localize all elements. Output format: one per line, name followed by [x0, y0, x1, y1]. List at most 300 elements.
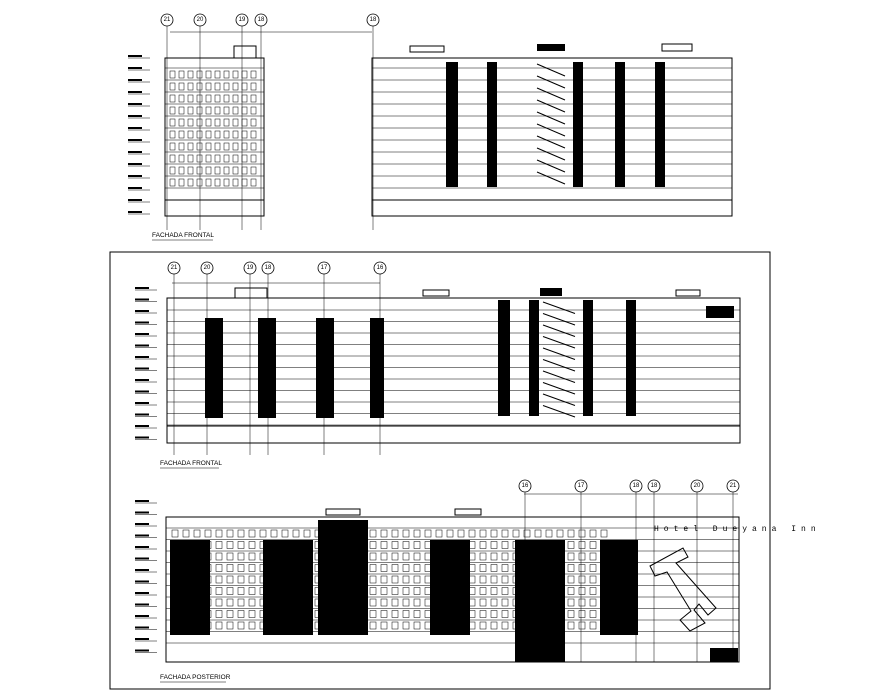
window — [224, 95, 229, 102]
window — [491, 611, 497, 618]
window — [197, 167, 202, 174]
window — [579, 611, 585, 618]
window — [251, 83, 256, 90]
level-tag — [135, 627, 149, 629]
level-tag — [135, 425, 149, 427]
window — [480, 611, 486, 618]
window — [197, 143, 202, 150]
stair-flight — [537, 112, 565, 124]
window — [215, 83, 220, 90]
window — [381, 611, 387, 618]
window — [238, 588, 244, 595]
window — [216, 542, 222, 549]
middle-elevation — [160, 262, 740, 468]
window — [568, 599, 574, 606]
axis-label: 20 — [203, 265, 211, 271]
window — [392, 530, 398, 537]
window — [251, 107, 256, 114]
level-tag — [135, 535, 149, 537]
window — [502, 588, 508, 595]
window — [215, 131, 220, 138]
window — [579, 599, 585, 606]
window — [216, 576, 222, 583]
window — [381, 553, 387, 560]
stair-flight — [537, 100, 565, 112]
level-tag — [135, 322, 149, 324]
window — [179, 83, 184, 90]
window — [242, 83, 247, 90]
axis-label: 19 — [246, 265, 254, 271]
level-tag — [135, 414, 149, 416]
window — [170, 107, 175, 114]
window — [392, 565, 398, 572]
window — [197, 95, 202, 102]
window — [491, 622, 497, 629]
window — [197, 131, 202, 138]
window — [233, 167, 238, 174]
window — [403, 542, 409, 549]
level-tag — [128, 151, 142, 153]
window — [233, 83, 238, 90]
middle-floor-lines — [167, 310, 740, 425]
window — [251, 167, 256, 174]
window — [194, 530, 200, 537]
window — [579, 553, 585, 560]
axis-label: 17 — [320, 265, 328, 271]
window — [251, 71, 256, 78]
window — [216, 599, 222, 606]
axis-label: 18 — [650, 483, 658, 489]
stair-flight — [537, 136, 565, 148]
window — [403, 611, 409, 618]
window — [233, 143, 238, 150]
window — [215, 71, 220, 78]
window — [414, 588, 420, 595]
top-left-floor-lines — [165, 68, 264, 188]
window — [381, 576, 387, 583]
window — [557, 530, 563, 537]
level-tag — [135, 345, 149, 347]
window — [403, 576, 409, 583]
window — [579, 622, 585, 629]
window — [216, 530, 222, 537]
window — [579, 576, 585, 583]
level-tag — [135, 615, 149, 617]
stair-flight — [537, 148, 565, 160]
window — [242, 155, 247, 162]
window — [370, 611, 376, 618]
stair-flight — [537, 160, 565, 172]
level-tag — [128, 91, 142, 93]
window — [491, 542, 497, 549]
axis-label: 21 — [163, 17, 171, 23]
stair-flight — [537, 172, 565, 184]
window — [480, 565, 486, 572]
window — [197, 179, 202, 186]
window — [179, 119, 184, 126]
stair-flight — [543, 406, 575, 418]
middle-elevation-caption: FACHADA FRONTAL — [160, 460, 223, 467]
window — [403, 565, 409, 572]
window — [238, 542, 244, 549]
window — [414, 542, 420, 549]
window — [188, 119, 193, 126]
window — [513, 530, 519, 537]
level-tag — [135, 391, 149, 393]
window — [179, 71, 184, 78]
window — [188, 179, 193, 186]
window — [227, 599, 233, 606]
level-tag — [135, 437, 149, 439]
window — [480, 530, 486, 537]
window — [249, 553, 255, 560]
window — [491, 599, 497, 606]
window — [403, 530, 409, 537]
window — [601, 530, 607, 537]
level-tag — [128, 175, 142, 177]
window — [215, 143, 220, 150]
top-elevation — [152, 14, 732, 240]
level-tag — [135, 287, 149, 289]
window — [480, 542, 486, 549]
window — [170, 71, 175, 78]
bottom-elevation-caption: FACHADA POSTERIOR — [160, 674, 231, 681]
window — [238, 622, 244, 629]
window — [502, 553, 508, 560]
level-tag — [128, 103, 142, 105]
axis-label: 20 — [196, 17, 204, 23]
window — [370, 588, 376, 595]
window — [480, 599, 486, 606]
window — [242, 143, 247, 150]
window — [233, 71, 238, 78]
level-tag — [135, 310, 149, 312]
window — [206, 143, 211, 150]
window — [469, 530, 475, 537]
window — [392, 599, 398, 606]
window — [206, 155, 211, 162]
window — [370, 553, 376, 560]
level-tag — [135, 368, 149, 370]
window — [480, 576, 486, 583]
window — [590, 611, 596, 618]
window — [403, 599, 409, 606]
window — [392, 611, 398, 618]
level-tag — [135, 546, 149, 548]
window — [233, 179, 238, 186]
window — [233, 155, 238, 162]
window — [170, 167, 175, 174]
window — [188, 155, 193, 162]
window — [568, 622, 574, 629]
window — [215, 107, 220, 114]
window — [590, 599, 596, 606]
window — [205, 530, 211, 537]
level-tag — [135, 523, 149, 525]
level-tag — [128, 199, 142, 201]
window — [568, 611, 574, 618]
window — [216, 622, 222, 629]
axis-label: 17 — [577, 483, 585, 489]
window — [480, 588, 486, 595]
window — [502, 576, 508, 583]
window — [215, 119, 220, 126]
window — [447, 530, 453, 537]
level-tag — [135, 379, 149, 381]
stair-flight — [537, 76, 565, 88]
window — [227, 565, 233, 572]
window — [491, 565, 497, 572]
window — [197, 71, 202, 78]
window — [381, 599, 387, 606]
window — [370, 542, 376, 549]
window — [249, 622, 255, 629]
level-tag — [135, 604, 149, 606]
window — [568, 588, 574, 595]
level-tag — [135, 500, 149, 502]
stair-flight — [543, 348, 575, 360]
window — [197, 83, 202, 90]
window — [251, 131, 256, 138]
top-axis-markers — [161, 14, 379, 230]
window — [436, 530, 442, 537]
window — [414, 553, 420, 560]
stair-flight — [537, 124, 565, 136]
window — [224, 131, 229, 138]
window — [568, 542, 574, 549]
window — [414, 611, 420, 618]
window — [216, 611, 222, 618]
level-tag — [128, 211, 142, 213]
window — [491, 588, 497, 595]
window — [197, 155, 202, 162]
level-tag — [135, 581, 149, 583]
top-stair-diagonals — [537, 64, 565, 184]
window — [188, 71, 193, 78]
window — [216, 588, 222, 595]
window — [370, 530, 376, 537]
window — [403, 553, 409, 560]
window — [392, 553, 398, 560]
window — [179, 143, 184, 150]
level-tag — [135, 558, 149, 560]
window — [491, 576, 497, 583]
window — [502, 599, 508, 606]
window — [392, 542, 398, 549]
stair-flight — [543, 302, 575, 314]
window — [579, 565, 585, 572]
stair-flight — [543, 394, 575, 406]
window — [579, 542, 585, 549]
window — [170, 155, 175, 162]
window — [227, 588, 233, 595]
window — [224, 155, 229, 162]
window — [590, 542, 596, 549]
window — [251, 119, 256, 126]
window — [491, 530, 497, 537]
window — [170, 119, 175, 126]
window — [414, 599, 420, 606]
window — [251, 179, 256, 186]
level-tag — [135, 333, 149, 335]
hotel-sign-text: Hotel Dueyana Inn — [654, 525, 821, 534]
window — [206, 71, 211, 78]
window — [251, 155, 256, 162]
axis-label: 18 — [264, 265, 272, 271]
level-markers — [128, 55, 157, 653]
level-tag — [135, 569, 149, 571]
window — [242, 167, 247, 174]
window — [249, 565, 255, 572]
level-tag — [128, 163, 142, 165]
window — [188, 131, 193, 138]
window — [179, 131, 184, 138]
window — [251, 143, 256, 150]
window — [238, 530, 244, 537]
window — [206, 131, 211, 138]
level-tag — [135, 592, 149, 594]
window — [197, 107, 202, 114]
window — [590, 553, 596, 560]
window — [215, 179, 220, 186]
window — [293, 530, 299, 537]
window — [224, 107, 229, 114]
window — [381, 565, 387, 572]
stair-flight — [537, 64, 565, 76]
middle-stair-diagonals — [543, 302, 575, 417]
window — [370, 622, 376, 629]
window — [271, 530, 277, 537]
window — [215, 95, 220, 102]
window — [568, 565, 574, 572]
window — [579, 530, 585, 537]
window — [227, 622, 233, 629]
window — [188, 107, 193, 114]
axis-label: 18 — [369, 17, 377, 23]
window — [242, 119, 247, 126]
level-tag — [128, 187, 142, 189]
window — [590, 622, 596, 629]
level-tag — [128, 139, 142, 141]
window — [170, 143, 175, 150]
window — [370, 576, 376, 583]
window — [590, 565, 596, 572]
window — [381, 530, 387, 537]
level-tag — [135, 638, 149, 640]
level-tag — [135, 512, 149, 514]
window — [183, 530, 189, 537]
window — [170, 83, 175, 90]
window — [392, 588, 398, 595]
window — [403, 622, 409, 629]
axis-label: 19 — [238, 17, 246, 23]
window — [216, 565, 222, 572]
window — [227, 576, 233, 583]
window — [370, 565, 376, 572]
window — [546, 530, 552, 537]
window — [188, 143, 193, 150]
level-tag — [128, 127, 142, 129]
window — [242, 95, 247, 102]
window — [502, 622, 508, 629]
window — [215, 167, 220, 174]
window — [242, 71, 247, 78]
window — [224, 71, 229, 78]
window — [233, 119, 238, 126]
axis-label: 18 — [257, 17, 265, 23]
window — [179, 155, 184, 162]
window — [233, 107, 238, 114]
window — [458, 530, 464, 537]
level-tag — [135, 356, 149, 358]
window — [206, 119, 211, 126]
level-tag — [128, 79, 142, 81]
window — [224, 83, 229, 90]
window — [403, 588, 409, 595]
window — [179, 167, 184, 174]
window — [233, 131, 238, 138]
window — [224, 179, 229, 186]
window — [249, 530, 255, 537]
window — [206, 179, 211, 186]
window — [188, 95, 193, 102]
window — [579, 588, 585, 595]
window — [425, 530, 431, 537]
window — [381, 588, 387, 595]
window — [238, 553, 244, 560]
window — [414, 622, 420, 629]
window — [414, 530, 420, 537]
window — [238, 599, 244, 606]
window — [197, 119, 202, 126]
window — [224, 167, 229, 174]
level-tag — [135, 402, 149, 404]
window — [590, 588, 596, 595]
stair-flight — [543, 314, 575, 326]
window — [238, 565, 244, 572]
window — [304, 530, 310, 537]
window — [392, 576, 398, 583]
window — [179, 95, 184, 102]
window — [179, 179, 184, 186]
level-tag — [135, 650, 149, 652]
window — [251, 95, 256, 102]
window — [392, 622, 398, 629]
window — [206, 95, 211, 102]
level-tag — [128, 67, 142, 69]
window — [215, 155, 220, 162]
window — [216, 553, 222, 560]
window — [568, 530, 574, 537]
window — [206, 167, 211, 174]
window — [170, 95, 175, 102]
window — [491, 553, 497, 560]
window — [188, 167, 193, 174]
stair-flight — [543, 371, 575, 383]
window — [188, 83, 193, 90]
window — [282, 530, 288, 537]
window — [233, 95, 238, 102]
stair-flight — [543, 360, 575, 372]
window — [260, 530, 266, 537]
window — [224, 143, 229, 150]
axis-label: 21 — [729, 483, 737, 489]
window — [224, 119, 229, 126]
level-tag — [135, 299, 149, 301]
level-tag — [128, 55, 142, 57]
window — [249, 599, 255, 606]
stair-flight — [543, 325, 575, 337]
